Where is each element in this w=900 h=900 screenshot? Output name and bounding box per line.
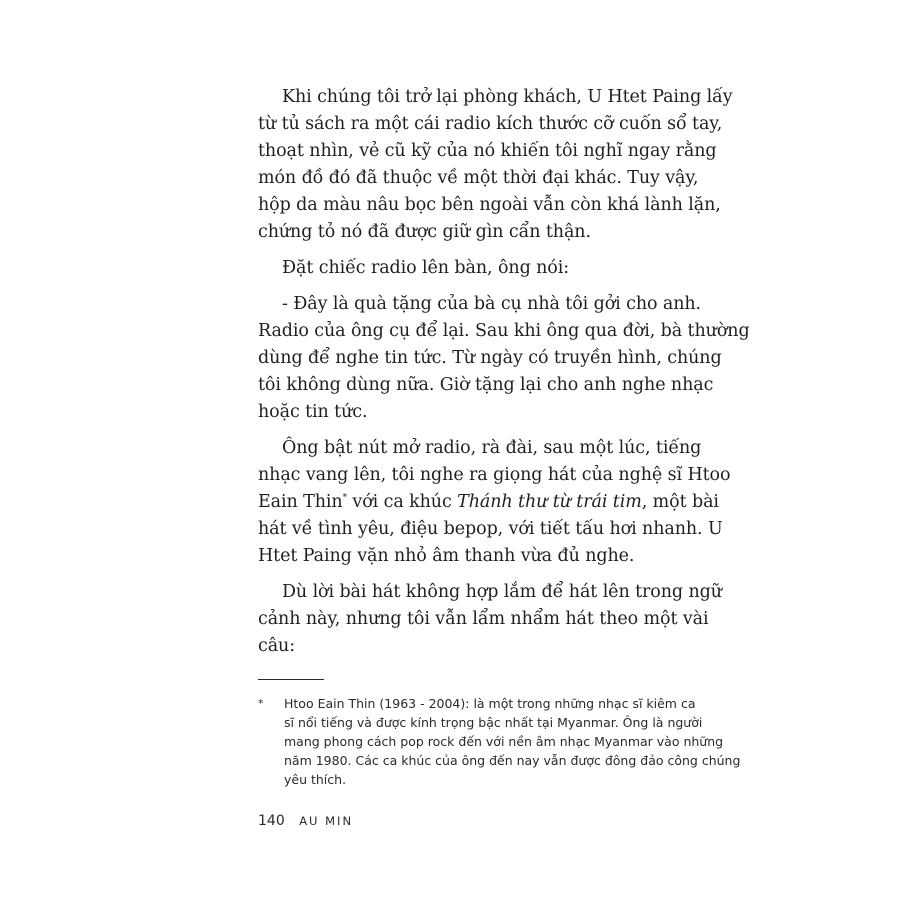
text-line: hoặc tin tức.: [258, 402, 368, 422]
footnote-line: mang phong cách pop rock đến với nền âm nhạc Myanmar vào những: [284, 734, 724, 749]
text-line: nhạc vang lên, tôi nghe ra giọng hát của nghệ sĩ Htoo: [258, 465, 731, 485]
footnote-mark: *: [258, 697, 264, 710]
text-line: Ông bật nút mở radio, rà đài, sau một lúc, tiếng: [282, 438, 702, 458]
text-line: thoạt nhìn, vẻ cũ kỹ của nó khiến tôi nghĩ ngay rằng: [258, 141, 717, 161]
footnote: [258, 694, 741, 789]
text-line: cảnh này, nhưng tôi vẫn lẩm nhẩm hát theo một vài: [258, 609, 709, 629]
text-line: dùng để nghe tin tức. Từ ngày có truyền hình, chúng: [258, 348, 722, 368]
footnote-reference: *: [342, 493, 347, 504]
paragraph-5: [258, 579, 722, 660]
text-line: Khi chúng tôi trở lại phòng khách, U Htet Paing lấy: [282, 87, 733, 107]
paragraph-2: [258, 255, 668, 282]
text-line: câu:: [258, 636, 296, 656]
text-line: chứng tỏ nó đã được giữ gìn cẩn thận.: [258, 222, 591, 242]
page-number: 140: [258, 813, 285, 829]
body-text: [258, 84, 750, 669]
text-line: Dù lời bài hát không hợp lắm để hát lên trong ngữ: [282, 582, 722, 602]
text-line: Radio của ông cụ để lại. Sau khi ông qua đời, bà thường: [258, 321, 750, 341]
text-line: từ tủ sách ra một cái radio kích thước cỡ cuốn sổ tay,: [258, 114, 723, 134]
footnote-divider: [258, 679, 324, 680]
artist-name: Eain Thin: [258, 492, 343, 512]
text-line: Htet Paing vặn nhỏ âm thanh vừa đủ nghe.: [258, 546, 635, 566]
footnote-text: [284, 694, 741, 789]
footnote-line: Htoo Eain Thin (1963 - 2004): là một trong những nhạc sĩ kiêm ca: [284, 696, 696, 711]
text-line: món đồ đó đã thuộc về một thời đại khác. Tuy vậy,: [258, 168, 699, 188]
footnote-line: sĩ nổi tiếng và được kính trọng bậc nhất tại Myanmar. Ông là người: [284, 715, 703, 730]
paragraph-3: [258, 291, 750, 426]
text-line-with-song-title: [258, 489, 719, 516]
paragraph-1: [258, 84, 733, 246]
page-footer: [258, 812, 353, 830]
text-fragment: , một bài: [641, 492, 719, 512]
paragraph-4: [258, 435, 731, 570]
footnote-line: năm 1980. Các ca khúc của ông đến nay vẫn được đông đảo công chúng: [284, 753, 741, 768]
running-head: AU MIN: [299, 814, 354, 828]
text-line: tôi không dùng nữa. Giờ tặng lại cho anh nghe nhạc: [258, 375, 714, 395]
text-line: hộp da màu nâu bọc bên ngoài vẫn còn khá lành lặn,: [258, 195, 721, 215]
footnote-line: yêu thích.: [284, 772, 347, 787]
song-title: Thánh thư từ trái tim: [457, 492, 642, 512]
text-line: hát về tình yêu, điệu bepop, với tiết tấu hơi nhanh. U: [258, 519, 723, 539]
text-fragment: với ca khúc: [346, 492, 458, 512]
text-line: - Đây là quà tặng của bà cụ nhà tôi gởi cho anh.: [282, 294, 702, 314]
text-line: Đặt chiếc radio lên bàn, ông nói:: [282, 258, 570, 278]
